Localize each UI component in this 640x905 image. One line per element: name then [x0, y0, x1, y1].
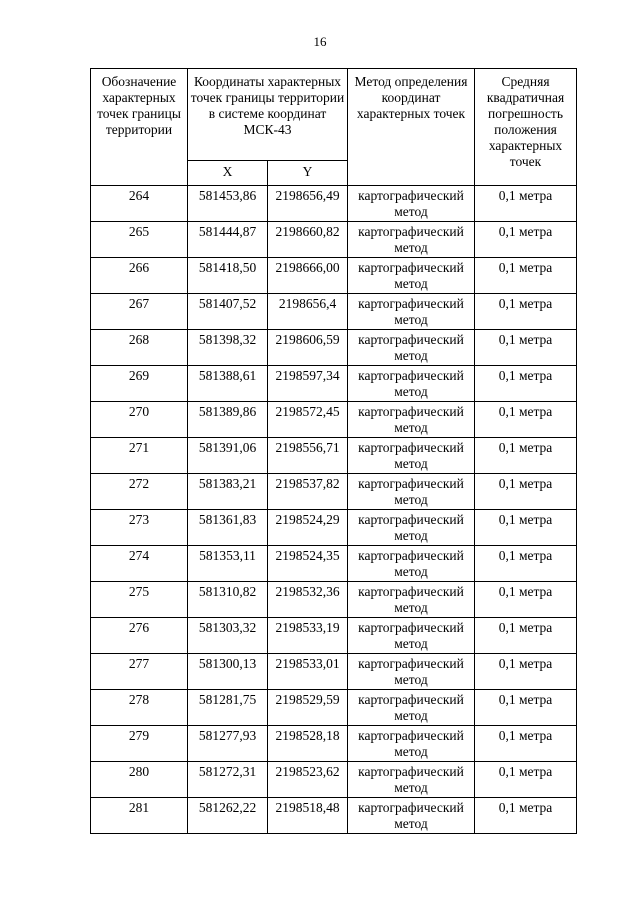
error-cell: 0,1 метра [475, 690, 577, 726]
y-cell: 2198656,49 [268, 186, 348, 222]
method-cell: картографический метод [348, 438, 475, 474]
table-row [91, 294, 577, 330]
header-designation: Обозначение характерных точек границы территории [91, 69, 188, 186]
page-number: 16 [313, 34, 327, 49]
y-cell: 2198532,36 [268, 582, 348, 618]
method-cell: картографический метод [348, 798, 475, 834]
point-cell: 281 [91, 798, 188, 834]
point-cell: 269 [91, 366, 188, 402]
x-cell: 581303,32 [188, 618, 268, 654]
y-cell: 2198666,00 [268, 258, 348, 294]
header-row [91, 69, 577, 161]
error-cell: 0,1 метра [475, 582, 577, 618]
error-cell: 0,1 метра [475, 330, 577, 366]
table-row [91, 510, 577, 546]
point-cell: 274 [91, 546, 188, 582]
point-cell: 279 [91, 726, 188, 762]
table-row [91, 474, 577, 510]
point-cell: 265 [91, 222, 188, 258]
error-cell: 0,1 метра [475, 186, 577, 222]
method-cell: картографический метод [348, 258, 475, 294]
table-row [91, 798, 577, 834]
error-cell: 0,1 метра [475, 762, 577, 798]
table-row [91, 186, 577, 222]
error-cell: 0,1 метра [475, 510, 577, 546]
x-cell: 581281,75 [188, 690, 268, 726]
method-cell: картографический метод [348, 330, 475, 366]
x-cell: 581391,06 [188, 438, 268, 474]
table-row [91, 654, 577, 690]
x-cell: 581353,11 [188, 546, 268, 582]
header-coordinates: Координаты характерных точек границы территории в системе координат МСК-43 [188, 69, 348, 161]
table-row [91, 618, 577, 654]
x-cell: 581262,22 [188, 798, 268, 834]
method-cell: картографический метод [348, 474, 475, 510]
error-cell: 0,1 метра [475, 654, 577, 690]
y-cell: 2198533,01 [268, 654, 348, 690]
error-cell: 0,1 метра [475, 438, 577, 474]
error-cell: 0,1 метра [475, 726, 577, 762]
method-cell: картографический метод [348, 762, 475, 798]
y-cell: 2198529,59 [268, 690, 348, 726]
method-cell: картографический метод [348, 546, 475, 582]
x-cell: 581418,50 [188, 258, 268, 294]
point-cell: 270 [91, 402, 188, 438]
header-method: Метод определения координат характерных точек [348, 69, 475, 186]
error-cell: 0,1 метра [475, 798, 577, 834]
x-cell: 581277,93 [188, 726, 268, 762]
y-cell: 2198606,59 [268, 330, 348, 366]
y-cell: 2198537,82 [268, 474, 348, 510]
table-row [91, 222, 577, 258]
table-row [91, 690, 577, 726]
y-cell: 2198556,71 [268, 438, 348, 474]
y-cell: 2198533,19 [268, 618, 348, 654]
method-cell: картографический метод [348, 726, 475, 762]
method-cell: картографический метод [348, 222, 475, 258]
method-cell: картографический метод [348, 186, 475, 222]
coordinates-table [90, 68, 577, 834]
method-cell: картографический метод [348, 510, 475, 546]
x-cell: 581407,52 [188, 294, 268, 330]
method-cell: картографический метод [348, 294, 475, 330]
error-cell: 0,1 метра [475, 474, 577, 510]
table-row [91, 582, 577, 618]
point-cell: 268 [91, 330, 188, 366]
point-cell: 276 [91, 618, 188, 654]
x-cell: 581272,31 [188, 762, 268, 798]
header-y: Y [268, 161, 348, 186]
method-cell: картографический метод [348, 582, 475, 618]
y-cell: 2198656,4 [268, 294, 348, 330]
x-cell: 581388,61 [188, 366, 268, 402]
x-cell: 581310,82 [188, 582, 268, 618]
x-cell: 581389,86 [188, 402, 268, 438]
header-error: Средняя квадратичная погрешность положения характерных точек [475, 69, 577, 186]
error-cell: 0,1 метра [475, 402, 577, 438]
y-cell: 2198660,82 [268, 222, 348, 258]
table-row [91, 330, 577, 366]
error-cell: 0,1 метра [475, 546, 577, 582]
point-cell: 264 [91, 186, 188, 222]
point-cell: 275 [91, 582, 188, 618]
point-cell: 280 [91, 762, 188, 798]
y-cell: 2198524,35 [268, 546, 348, 582]
point-cell: 278 [91, 690, 188, 726]
y-cell: 2198572,45 [268, 402, 348, 438]
method-cell: картографический метод [348, 402, 475, 438]
point-cell: 271 [91, 438, 188, 474]
x-cell: 581453,86 [188, 186, 268, 222]
table-row [91, 726, 577, 762]
table-row [91, 762, 577, 798]
x-cell: 581361,83 [188, 510, 268, 546]
table-row [91, 258, 577, 294]
method-cell: картографический метод [348, 690, 475, 726]
y-cell: 2198597,34 [268, 366, 348, 402]
table-body [91, 186, 577, 834]
method-cell: картографический метод [348, 366, 475, 402]
error-cell: 0,1 метра [475, 222, 577, 258]
point-cell: 277 [91, 654, 188, 690]
x-cell: 581444,87 [188, 222, 268, 258]
error-cell: 0,1 метра [475, 294, 577, 330]
method-cell: картографический метод [348, 618, 475, 654]
y-cell: 2198524,29 [268, 510, 348, 546]
error-cell: 0,1 метра [475, 618, 577, 654]
error-cell: 0,1 метра [475, 366, 577, 402]
table-row [91, 402, 577, 438]
error-cell: 0,1 метра [475, 258, 577, 294]
point-cell: 267 [91, 294, 188, 330]
y-cell: 2198518,48 [268, 798, 348, 834]
header-x: X [188, 161, 268, 186]
point-cell: 266 [91, 258, 188, 294]
x-cell: 581300,13 [188, 654, 268, 690]
point-cell: 272 [91, 474, 188, 510]
point-cell: 273 [91, 510, 188, 546]
x-cell: 581383,21 [188, 474, 268, 510]
table-row [91, 366, 577, 402]
method-cell: картографический метод [348, 654, 475, 690]
table-row [91, 438, 577, 474]
table-row [91, 546, 577, 582]
y-cell: 2198523,62 [268, 762, 348, 798]
x-cell: 581398,32 [188, 330, 268, 366]
y-cell: 2198528,18 [268, 726, 348, 762]
